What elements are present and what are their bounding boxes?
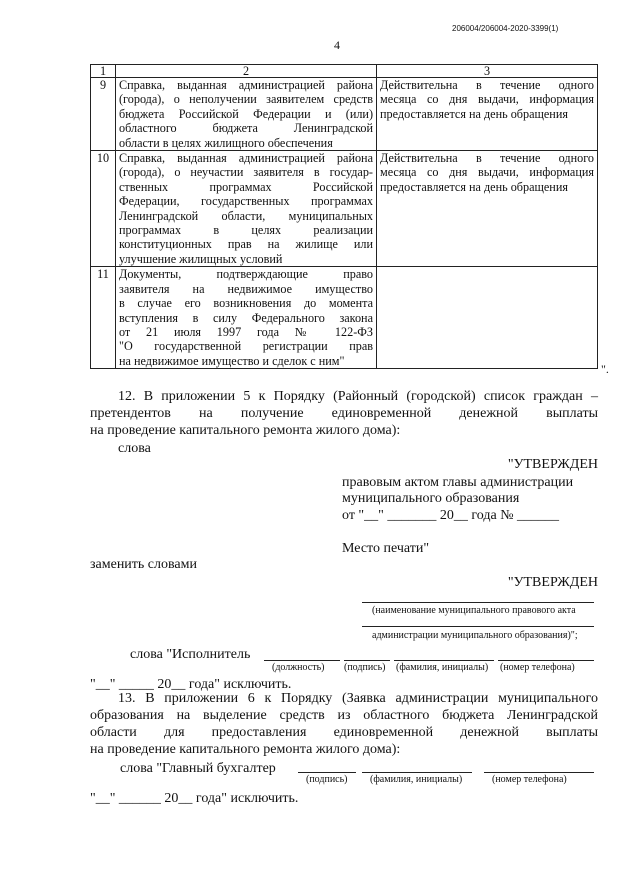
- documents-table: [90, 64, 598, 369]
- cell-line: Справка, выданная администрацией района: [119, 78, 373, 92]
- row-number: 9: [91, 78, 116, 151]
- replace-with: заменить словами: [90, 557, 197, 572]
- cell-line: областного бюджета Ленинградской: [119, 121, 373, 136]
- blank-line: [362, 626, 594, 627]
- cell-line: от 21 июля 1997 года № 122-ФЗ: [119, 324, 373, 339]
- cell-line: (города), о неучастии заявителя в государ-: [119, 165, 373, 180]
- header-cell: 1: [91, 65, 116, 78]
- table-row: [91, 78, 598, 151]
- cell-line: (города), о неполучении заявителем средств: [119, 92, 373, 107]
- table-row: [91, 267, 598, 369]
- cell-line: программах в целях реализации: [119, 223, 373, 238]
- blank-line: [498, 660, 594, 661]
- row-number: 10: [91, 151, 116, 267]
- cell-line: месяца со дня выдачи, информация: [380, 165, 594, 180]
- caption: (подпись): [344, 662, 386, 673]
- caption: (фамилия, инициалы): [370, 774, 463, 785]
- cell-line: месяца со дня выдачи, информация: [380, 92, 594, 107]
- blank-line: [362, 602, 594, 603]
- page-number: 4: [334, 38, 340, 52]
- cell-line: заявителя на недвижимое имущество: [119, 281, 373, 296]
- cell-line: улучшение жилищных условий: [119, 251, 283, 266]
- cell-line: предоставляется на день обращения: [380, 106, 568, 121]
- blank-line: [264, 660, 340, 661]
- caption: (подпись): [306, 774, 348, 785]
- header-cell: 3: [377, 65, 598, 78]
- cell-line: Справка, выданная администрацией района: [119, 151, 373, 166]
- paragraph-12: [90, 388, 598, 439]
- stamp-approved-title: "УТВЕРЖДЕН: [507, 575, 598, 590]
- cell-line: конституционных прав на жилище или: [119, 237, 373, 252]
- caption: (номер телефона): [492, 774, 567, 785]
- paragraph-line: претендентов на получение единовременной денежной выплаты: [90, 406, 598, 421]
- paragraph-13: [90, 690, 598, 758]
- table-row: [91, 151, 598, 267]
- executor-label: слова "Исполнитель: [130, 647, 251, 662]
- document-description: [116, 267, 377, 369]
- cell-line: Действительна в течение одного: [380, 78, 594, 92]
- cell-line: Ленинградской области, муниципальных: [119, 208, 373, 223]
- accountant-date: "__" ______ 20__ года" исключить.: [90, 791, 299, 806]
- paragraph-line: на проведение капитального ремонта жилого дома):: [90, 423, 401, 438]
- executor-date: "__" _____ 20__ года" исключить.: [90, 677, 292, 692]
- cell-line: "О государственной регистрации прав: [119, 339, 373, 354]
- stamp-date: от "__" _______ 20__ года № ______: [342, 508, 560, 523]
- cell-line: Действительна в течение одного: [380, 151, 594, 166]
- validity-note: [377, 267, 598, 369]
- header-cell: 2: [116, 65, 377, 78]
- row-number: 11: [91, 267, 116, 369]
- cell-line: ственных программах Российской: [119, 179, 373, 194]
- validity-note: [377, 151, 598, 267]
- blank-line: [484, 772, 594, 773]
- cell-line: предоставляется на день обращения: [380, 179, 568, 194]
- blank-line: [394, 660, 494, 661]
- document-description: [116, 78, 377, 151]
- caption: (должность): [272, 662, 325, 673]
- stamp-line: муниципального образования: [342, 491, 520, 506]
- word-slova: слова: [118, 441, 151, 456]
- cell-line: бюджета Российской Федерации и (или): [119, 106, 373, 121]
- cell-line: на недвижимое имущество и сделок с ним": [119, 353, 345, 368]
- cell-line: Документы, подтверждающие право: [119, 267, 373, 282]
- stamp-approved-title: "УТВЕРЖДЕН: [507, 457, 598, 472]
- seal-place: Место печати": [342, 541, 430, 556]
- blank-line: [298, 772, 356, 773]
- blank-line: [344, 660, 390, 661]
- caption: (фамилия, инициалы): [396, 662, 489, 673]
- document-number: 206004/206004-2020-3399(1): [452, 24, 559, 33]
- accountant-label: слова "Главный бухгалтер: [120, 761, 276, 776]
- stamp-line: правовым актом главы администрации: [342, 475, 574, 490]
- cell-line: области в целях жилищного обеспечения: [119, 135, 333, 150]
- caption: (наименование муниципального правового акта: [372, 605, 576, 616]
- paragraph-line: на проведение капитального ремонта жилого дома):: [90, 742, 401, 757]
- cell-line: в случае его возникновения до момента: [119, 296, 373, 311]
- paragraph-line: 13. В приложении 6 к Порядку (Заявка администрации муниципального: [118, 691, 598, 706]
- document-description: [116, 151, 377, 267]
- validity-note: [377, 78, 598, 151]
- blank-line: [362, 772, 472, 773]
- caption: администрации муниципального образования)";: [372, 630, 578, 641]
- cell-line: Федерации, государственных программах: [119, 194, 373, 209]
- paragraph-line: образования на выделение средств из областного бюджета Ленинградской: [90, 708, 598, 723]
- closing-quote: ".: [601, 362, 609, 376]
- caption: (номер телефона): [500, 662, 575, 673]
- paragraph-line: 12. В приложении 5 к Порядку (Районный (городской) список граждан –: [118, 389, 598, 404]
- paragraph-line: области для предоставления единовременной денежной выплаты: [90, 725, 598, 740]
- cell-line: вступления в силу Федерального закона: [119, 310, 373, 325]
- table-header-row: [91, 65, 598, 78]
